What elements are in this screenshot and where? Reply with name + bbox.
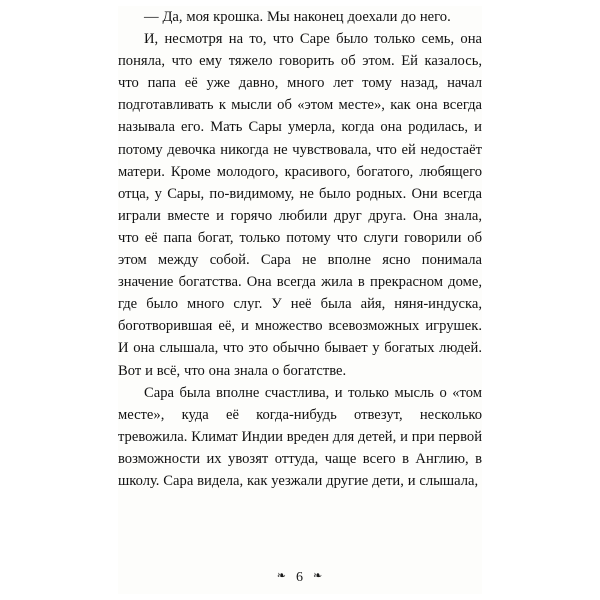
page-footer xyxy=(118,569,482,586)
page-number: 6 xyxy=(296,570,304,585)
paragraph: И, несмотря на то, что Саре было только семь, она поняла, что ему тяжело говорить об этом. Ей казалось, что папа её уже давно, много лет тому назад, начал подготавливать к мысли об «этом месте», как она всегда называла его. Мать Сары умерла, когда она родилась, и потому девочка никогда не чувствовала, что ей недостаёт матери. Кроме молодого, красивого, богатого, любящего отца, у Сары, по-видимому, не было родных. Они всегда играли вместе и горячо любили друг друга. Она знала, что её папа богат, только потому что слуги говорили об этом между собой. Сара не вполне ясно понимала значение богатства. Она всегда жила в прекрасном доме, где было много слуг. У неё была айя, няня-индуска, боготворившая её, и множество всевозможных игрушек. И она слышала, что это обычно бывает у богатых людей. Вот и всё, что она знала о богатстве. xyxy=(118,31,482,379)
page-left-margin xyxy=(0,0,118,600)
paragraph: Сара была вполне счастлива, и только мысль о «том месте», куда её когда-нибудь отвезут, несколько тревожила. Климат Индии вреден для детей, и при первой возможности их увозят оттуда, чаще всего в Англию, в школу. Сара видела, как уезжали другие дети, и слышала, xyxy=(118,384,483,489)
page-content-area xyxy=(118,6,482,594)
paragraph: — Да, моя крошка. Мы наконец доехали до него. xyxy=(144,9,451,25)
body-text-column xyxy=(118,6,482,492)
ornament-left-icon: ❧ xyxy=(276,570,287,582)
page-right-margin xyxy=(482,0,600,600)
ornament-right-icon: ❧ xyxy=(313,570,324,582)
